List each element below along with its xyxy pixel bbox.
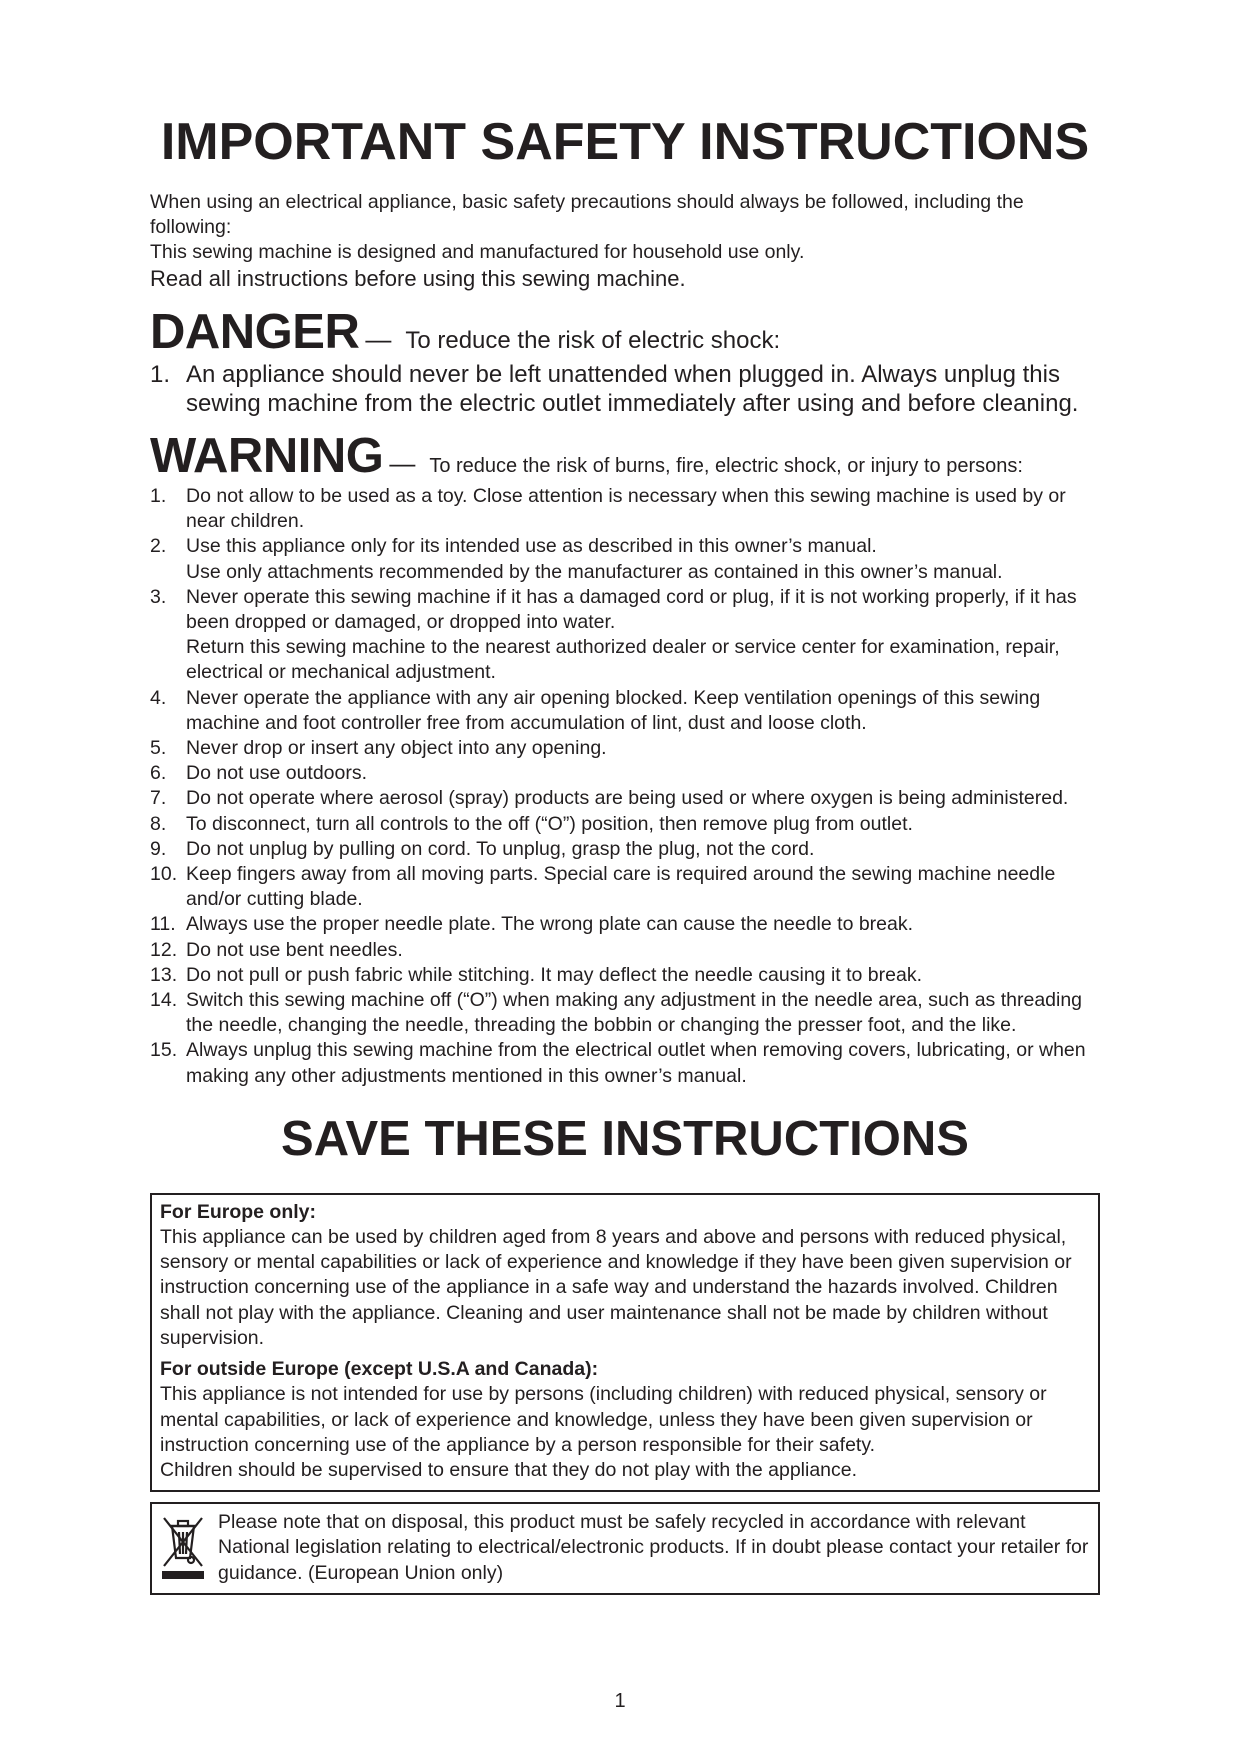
item-text: To disconnect, turn all controls to the off (“O”) position, then remove plug from outlet. bbox=[186, 812, 913, 835]
item-number: 11. bbox=[150, 913, 176, 936]
item-number: 12. bbox=[150, 938, 178, 961]
item-number: 4. bbox=[150, 686, 167, 709]
item-text-continued: Return this sewing machine to the nearest authorized dealer or service center for examination, repair, electrical or mechanical adjustment. bbox=[186, 636, 1060, 684]
list-item bbox=[150, 938, 1100, 963]
item-text: Always unplug this sewing machine from the electrical outlet when removing covers, lubricating, or when making any other adjustments mentioned in this owner’s manual. bbox=[186, 1039, 1086, 1087]
danger-dash: — bbox=[365, 324, 392, 354]
list-item bbox=[150, 585, 1100, 686]
item-text: Switch this sewing machine off (“O”) when making any adjustment in the needle area, such as threading the needle, changing the needle, threading the bobbin or changing the presser foot, and the like. bbox=[186, 989, 1083, 1037]
item-number: 10. bbox=[150, 863, 178, 886]
europe-text: This appliance can be used by children aged from 8 years and above and persons with reduced physical, sensory or mental capabilities or lack of experience and knowledge if they have been given supervision or instruction concerning use of the appliance in a safe way and understand the hazards involved. Children shall not play with the appliance. Cleaning and user maintenance shall not be made by children without supervision. bbox=[160, 1226, 1072, 1349]
list-item bbox=[150, 912, 1100, 937]
item-text: Use this appliance only for its intended use as described in this owner’s manual. bbox=[186, 535, 877, 558]
item-number: 1. bbox=[150, 485, 167, 507]
disposal-text: Please note that on disposal, this product must be safely recycled in accordance with relevant National legislation relating to electrical/electronic products. If in doubt please contact your retailer for guidance. (European Union only) bbox=[218, 1511, 1089, 1584]
item-text: Do not allow to be used as a toy. Close attention is necessary when this sewing machine is used by or near children. bbox=[186, 485, 1066, 533]
item-number: 3. bbox=[150, 585, 167, 608]
document-page bbox=[150, 110, 1100, 1595]
item-number: 15. bbox=[150, 1039, 178, 1062]
disposal-notice-box bbox=[150, 1502, 1100, 1595]
page-title: IMPORTANT SAFETY INSTRUCTIONS bbox=[160, 113, 1090, 171]
list-item bbox=[150, 812, 1100, 837]
item-text: Do not use outdoors. bbox=[186, 762, 368, 785]
item-text: Never operate the appliance with any air opening blocked. Keep ventilation openings of this sewing machine and foot controller free from accumulation of lint, dust and loose cloth. bbox=[186, 686, 1041, 734]
warning-heading bbox=[150, 428, 1100, 484]
item-text: Never operate this sewing machine if it has a damaged cord or plug, if it is not working properly, if it has been dropped or damaged, or dropped into water. bbox=[186, 585, 1077, 634]
europe-heading: For Europe only: bbox=[160, 1200, 316, 1223]
intro-line-2: This sewing machine is designed and manufactured for household use only. bbox=[150, 241, 805, 263]
item-number: 7. bbox=[150, 787, 167, 810]
item-number: 14. bbox=[150, 989, 178, 1012]
list-item bbox=[150, 786, 1100, 811]
intro-line-3: Read all instructions before using this sewing machine. bbox=[150, 266, 686, 291]
item-text: Do not unplug by pulling on cord. To unplug, grasp the plug, not the cord. bbox=[186, 837, 815, 860]
outside-europe-heading: For outside Europe (except U.S.A and Canada): bbox=[160, 1358, 599, 1381]
page-number: 1 bbox=[614, 1690, 626, 1712]
intro-line-1: When using an electrical appliance, basic safety precautions should always be followed, including the following: bbox=[150, 191, 1024, 238]
list-item bbox=[150, 360, 1100, 418]
item-text: Do not operate where aerosol (spray) products are being used or where oxygen is being administered. bbox=[186, 787, 1069, 810]
item-number: 8. bbox=[150, 812, 167, 835]
list-item bbox=[150, 534, 1100, 584]
list-item bbox=[150, 862, 1100, 912]
warning-subtitle: To reduce the risk of burns, fire, electric shock, or injury to persons: bbox=[429, 455, 1023, 477]
danger-subtitle: To reduce the risk of electric shock: bbox=[405, 327, 781, 354]
item-number: 13. bbox=[150, 963, 178, 986]
item-number: 5. bbox=[150, 737, 167, 760]
list-item bbox=[150, 761, 1100, 786]
item-number: 9. bbox=[150, 837, 167, 860]
item-text: Always use the proper needle plate. The wrong plate can cause the needle to break. bbox=[186, 913, 914, 936]
list-item bbox=[150, 837, 1100, 862]
crossed-out-wheelie-bin-icon bbox=[160, 1510, 210, 1587]
warning-list bbox=[150, 484, 1100, 1089]
item-text: Never drop or insert any object into any opening. bbox=[186, 737, 607, 760]
europe-notice-box bbox=[150, 1193, 1100, 1492]
item-text: An appliance should never be left unattended when plugged in. Always unplug this sewing machine from the electric outlet immediately after using and before cleaning. bbox=[186, 361, 1079, 417]
list-item bbox=[150, 686, 1100, 736]
list-item bbox=[150, 736, 1100, 761]
warning-word: WARNING bbox=[150, 429, 384, 483]
item-text: Do not pull or push fabric while stitching. It may deflect the needle causing it to break. bbox=[186, 963, 922, 986]
list-item bbox=[150, 988, 1100, 1038]
outside-europe-text: This appliance is not intended for use by persons (including children) with reduced physical, sensory or mental capabilities, or lack of experience and knowledge, unless they have been given supervision or instruction concerning use of the appliance by a person responsible for their safety. bbox=[160, 1383, 1047, 1456]
danger-word: DANGER bbox=[150, 305, 360, 359]
outside-europe-text-2: Children should be supervised to ensure that they do not play with the appliance. bbox=[160, 1458, 858, 1481]
item-text: Do not use bent needles. bbox=[186, 938, 403, 961]
list-item bbox=[150, 963, 1100, 988]
warning-dash: — bbox=[389, 448, 416, 478]
item-number: 1. bbox=[150, 361, 171, 388]
save-instructions-title: SAVE THESE INSTRUCTIONS bbox=[281, 1111, 969, 1166]
intro-section bbox=[150, 190, 1100, 292]
list-item bbox=[150, 1038, 1100, 1088]
list-item bbox=[150, 484, 1100, 534]
danger-list bbox=[150, 360, 1100, 418]
item-text-continued: Use only attachments recommended by the manufacturer as contained in this owner’s manual. bbox=[186, 560, 1003, 583]
danger-heading bbox=[150, 304, 1100, 360]
item-number: 6. bbox=[150, 762, 167, 785]
item-number: 2. bbox=[150, 535, 167, 558]
item-text: Keep fingers away from all moving parts. Special care is required around the sewing machine needle and/or cutting blade. bbox=[186, 863, 1056, 911]
